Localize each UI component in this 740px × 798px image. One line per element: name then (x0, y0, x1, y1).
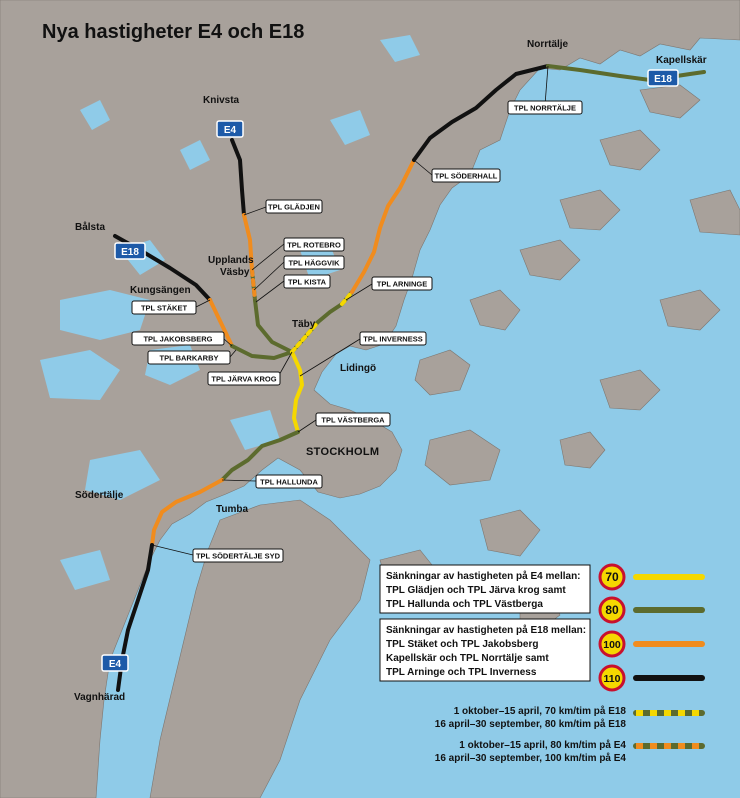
svg-text:70: 70 (605, 570, 619, 584)
svg-text:TPL HALLUNDA: TPL HALLUNDA (260, 477, 318, 487)
svg-text:TPL STÄKET: TPL STÄKET (140, 303, 188, 313)
legend-e18-line-3: Kapellskär och TPL Norrtälje samt (386, 653, 549, 664)
place-tumba: Tumba (216, 504, 249, 515)
svg-text:100: 100 (603, 639, 621, 651)
place-stockholm: STOCKHOLM (306, 446, 380, 458)
e18-shield-east (648, 70, 678, 86)
tpl-vastberga (316, 413, 390, 426)
map-title: Nya hastigheter E4 och E18 (42, 21, 305, 43)
tpl-rotebro (284, 238, 344, 251)
svg-text:TPL ROTEBRO: TPL ROTEBRO (287, 240, 341, 250)
e4-shield-south (102, 655, 128, 671)
legend-e4-line-3: TPL Hallunda och TPL Västberga (386, 599, 543, 610)
svg-text:E4: E4 (223, 125, 237, 136)
place-balsta: Bålsta (75, 222, 106, 233)
svg-text:E18: E18 (654, 74, 672, 85)
place-knivsta: Knivsta (203, 95, 240, 106)
svg-text:TPL BARKARBY: TPL BARKARBY (159, 353, 219, 363)
seasonal-e18-line-1: 1 oktober–15 april, 70 km/tim på E18 (453, 706, 626, 717)
place-kungsangen: Kungsängen (130, 285, 191, 296)
tpl-barkarby (148, 351, 230, 364)
place-upplands-vasby-1: Upplands (208, 255, 254, 266)
svg-text:TPL INVERNESS: TPL INVERNESS (363, 334, 423, 344)
place-vagnharad: Vagnhärad (74, 692, 126, 703)
e18-shield-west (115, 243, 145, 259)
tpl-kista (284, 275, 330, 288)
place-sodertalje: Södertälje (75, 490, 124, 501)
tpl-hallunda (256, 475, 322, 488)
e4-shield-north (217, 121, 243, 137)
svg-text:80: 80 (605, 603, 619, 617)
seasonal-e4-line-2: 16 april–30 september, 100 km/tim på E4 (434, 753, 626, 764)
legend-e4-line-1: Sänkningar av hastigheten på E4 mellan: (386, 571, 581, 582)
place-taby: Täby (292, 319, 316, 330)
svg-text:TPL JÄRVA KROG: TPL JÄRVA KROG (211, 374, 277, 384)
tpl-norrtalje (508, 101, 582, 114)
tpl-arninge (372, 277, 432, 290)
svg-text:TPL JAKOBSBERG: TPL JAKOBSBERG (143, 334, 213, 344)
svg-text:TPL GLÄDJEN: TPL GLÄDJEN (268, 202, 320, 212)
tpl-staket (132, 301, 196, 314)
place-upplands-vasby-2: Väsby (220, 267, 250, 278)
tpl-haggvik (284, 256, 344, 269)
svg-text:110: 110 (603, 673, 621, 685)
legend-e18-line-1: Sänkningar av hastigheten på E18 mellan: (386, 625, 587, 636)
svg-text:TPL ARNINGE: TPL ARNINGE (376, 279, 428, 289)
svg-text:TPL SÖDERHALL: TPL SÖDERHALL (434, 171, 498, 181)
place-kapellskar: Kapellskär (656, 55, 707, 66)
tpl-inverness (360, 332, 426, 345)
legend-e4-line-2: TPL Glädjen och TPL Järva krog samt (386, 585, 566, 596)
svg-text:TPL SÖDERTÄLJE SYD: TPL SÖDERTÄLJE SYD (195, 551, 281, 561)
tpl-soderhall (432, 169, 500, 182)
speed-sign-80 (600, 598, 624, 622)
tpl-jarva-krog (208, 372, 280, 385)
speed-sign-100 (600, 632, 624, 656)
seasonal-e4-line-1: 1 oktober–15 april, 80 km/tim på E4 (459, 740, 626, 751)
place-norrtalje: Norrtälje (527, 39, 569, 50)
legend-e18-line-4: TPL Arninge och TPL Inverness (386, 667, 537, 678)
svg-text:E18: E18 (121, 247, 139, 258)
tpl-jakobsberg (132, 332, 224, 345)
svg-text:TPL HÄGGVIK: TPL HÄGGVIK (288, 258, 340, 268)
place-lidingo: Lidingö (340, 363, 377, 374)
tpl-gladjen (266, 200, 322, 213)
svg-text:TPL NORRTÄLJE: TPL NORRTÄLJE (514, 103, 576, 113)
speed-sign-70 (600, 565, 624, 589)
svg-text:TPL VÄSTBERGA: TPL VÄSTBERGA (321, 415, 385, 425)
tpl-sodertalje-syd (193, 549, 283, 562)
seasonal-e18-line-2: 16 april–30 september, 80 km/tim på E18 (434, 719, 626, 730)
svg-text:E4: E4 (108, 659, 122, 670)
svg-text:TPL KISTA: TPL KISTA (287, 277, 327, 287)
legend-e18-line-2: TPL Stäket och TPL Jakobsberg (386, 639, 539, 650)
speed-sign-110 (600, 666, 624, 690)
